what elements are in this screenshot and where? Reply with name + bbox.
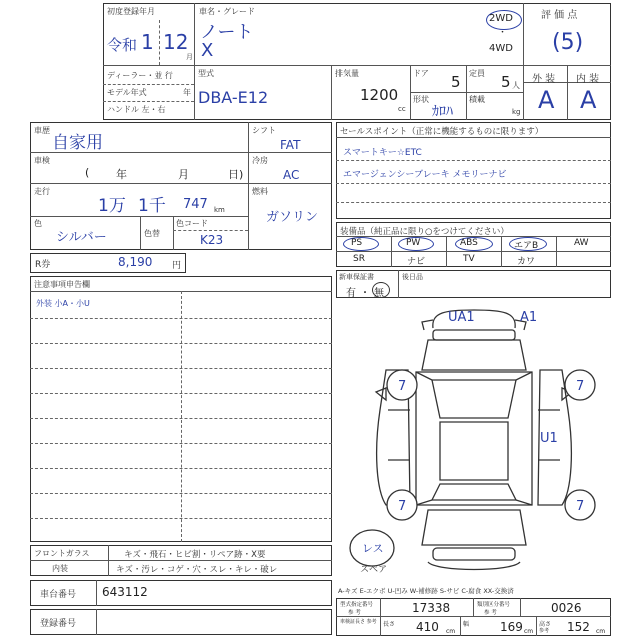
class-no-sub: 参 考 (484, 610, 497, 616)
cc-unit: cc (398, 105, 406, 113)
sales-point-line2: エマージェンシーブレーキ メモリーナビ (343, 170, 507, 180)
model-code: DBA-E12 (198, 88, 269, 107)
mileage-sen: 1千 (138, 196, 166, 216)
dealer-label: ディーラー・並 行 (107, 71, 173, 80)
equip-sr: SR (353, 254, 365, 264)
model-no-sub: 参 考 (348, 610, 361, 616)
class-no-value: 0026 (551, 601, 582, 615)
recycle-label: R券 (35, 260, 51, 270)
usage-value: 自家用 (52, 133, 103, 153)
equip-ps: PS (351, 238, 363, 248)
inspection-month: 月 (178, 168, 189, 181)
recycle-section (30, 253, 186, 273)
color-code-value: K23 (200, 233, 224, 247)
displacement-value: 1200 (360, 86, 399, 104)
width-label: 幅 (463, 621, 470, 628)
shape-label: 形状 (413, 95, 429, 104)
length-sub: 車検証長さ 参考 (340, 619, 377, 625)
inspection-year: 年 (116, 168, 127, 181)
usage-label: 車歴 (34, 126, 50, 135)
shift-value: FAT (280, 138, 301, 152)
model-year-label: モデル年式 (107, 88, 147, 97)
handle-label: ハンドル 左・右 (107, 105, 166, 114)
reg-year: 1 (141, 30, 154, 54)
loading-label: 積載 (469, 95, 485, 104)
sales-point-title: セールスポイント（正常に機能するものに限ります） (340, 127, 544, 137)
model-no-value: 17338 (412, 601, 451, 615)
mark-wheel-fl: 7 (398, 379, 407, 394)
interior-label: 内 装 (576, 74, 600, 85)
notes-line1: 外装 小A・小U (36, 299, 90, 308)
mileage-man: 1万 (98, 196, 126, 216)
header-section (103, 3, 611, 120)
mark-front-bumper-right: A1 (520, 310, 538, 325)
height-value: 152 (567, 620, 590, 634)
warranty-dot: ・ (360, 288, 370, 299)
type-label: 型式 (198, 69, 214, 78)
length-label: 長さ (383, 621, 396, 628)
reg-year-label: 初度登録年月 (107, 7, 155, 16)
chassis-label: 車台番号 (40, 590, 77, 600)
length-value: 410 (416, 620, 439, 634)
mark-right-side: U1 (540, 431, 558, 446)
notes-title: 注意事項申告欄 (34, 280, 90, 289)
drive-4wd: 4WD (489, 43, 513, 54)
inspection-label: 車検 (34, 156, 50, 165)
ac-value: AC (283, 168, 300, 182)
recycle-amount: 8,190 (118, 255, 153, 269)
car-name: ノート (200, 22, 254, 43)
class-no-label: 類別区分番号 (477, 602, 511, 608)
width-value: 169 (500, 620, 523, 634)
follow-label: 後日品 (402, 273, 423, 281)
shift-label: シフト (252, 126, 276, 135)
mileage-label: 走行 (34, 187, 50, 196)
registration-label: 登録番号 (40, 619, 77, 629)
chassis-value: 643112 (102, 585, 148, 599)
ac-label: 冷房 (252, 156, 268, 165)
color-label: 色 (34, 219, 42, 228)
reg-month: 12 (163, 30, 189, 54)
model-no-label: 型式指定番号 (340, 602, 374, 608)
mark-spare: レス (362, 542, 384, 555)
capacity-label: 定員 (469, 69, 485, 78)
interior-grade: A (580, 86, 597, 114)
inspection-open: ( (85, 166, 90, 179)
exterior-grade: A (538, 86, 555, 114)
equip-abs: ABS (460, 238, 478, 248)
door-value: 5 (451, 73, 461, 91)
equipment-title: 装備品（純正品に限り○をつけてください） (340, 227, 509, 237)
front-glass-values: キズ・飛石・ヒビ割・リペア跡・X要 (124, 550, 266, 560)
length-cm: cm (446, 628, 456, 635)
mark-wheel-fr: 7 (576, 379, 585, 394)
inspection-day: 日) (228, 168, 244, 181)
door-label: ドア (413, 69, 429, 78)
color-code-label: 色コード (176, 219, 208, 228)
drive-2wd: 2WD (489, 13, 513, 24)
kg-unit: kg (512, 108, 521, 116)
damage-legend: A-キズ E-エクボ U-凹み W-補修跡 S-サビ C-腐食 XX-交換済 (338, 587, 514, 595)
interior-damage-label: 内装 (52, 564, 68, 573)
equip-leather: カワ (517, 257, 536, 267)
equip-tv: TV (463, 254, 475, 264)
sales-point-line1: スマートキー☆ETC (343, 148, 422, 158)
score-label: 評 価 点 (541, 10, 578, 21)
mileage-rest: 747 (183, 197, 208, 212)
height-sub: 参考 (539, 628, 550, 634)
mark-wheel-rl: 7 (398, 499, 407, 514)
score-value: (5) (552, 30, 584, 55)
equip-aw: AW (574, 238, 589, 248)
model-year-unit: 年 (183, 88, 191, 97)
color-change-label: 色替 (144, 229, 160, 238)
mark-front-bumper-left: UA1 (448, 310, 475, 325)
mark-wheel-rr: 7 (576, 499, 585, 514)
height-cm: cm (596, 628, 606, 635)
exterior-label: 外 装 (532, 74, 556, 85)
recycle-unit: 円 (172, 261, 182, 271)
front-glass-label: フロントガラス (34, 549, 90, 558)
month-unit: 月 (186, 53, 193, 61)
km-unit: km (214, 206, 225, 214)
name-grade-label: 車名・グレード (199, 7, 255, 16)
spare-label: スペア (360, 565, 388, 575)
reg-era: 令和 (107, 36, 138, 54)
fuel-value: ガソリン (266, 210, 319, 225)
equip-navi: ナビ (407, 257, 426, 267)
interior-damage-values: キズ・汚レ・コゲ・穴・スレ・キレ・破レ (116, 565, 278, 575)
capacity-unit: 人 (512, 81, 520, 90)
drive-dot: ・ (498, 28, 508, 38)
capacity-value: 5 (501, 73, 511, 91)
warranty-no: 無 (374, 288, 384, 299)
equip-airbag: エアB (514, 241, 539, 251)
height-label: 高さ (539, 621, 552, 628)
warranty-label: 新車保証書 (339, 273, 374, 281)
fuel-label: 燃料 (252, 187, 268, 196)
width-cm: cm (524, 628, 534, 635)
car-grade: X (201, 40, 214, 61)
shape-value: ｶﾛﾊ (432, 104, 453, 120)
equip-pw: PW (406, 238, 421, 248)
displacement-label: 排気量 (335, 69, 359, 78)
car-damage-diagram (336, 300, 611, 582)
color-value: シルバー (56, 230, 107, 245)
warranty-yes: 有 (346, 288, 356, 299)
